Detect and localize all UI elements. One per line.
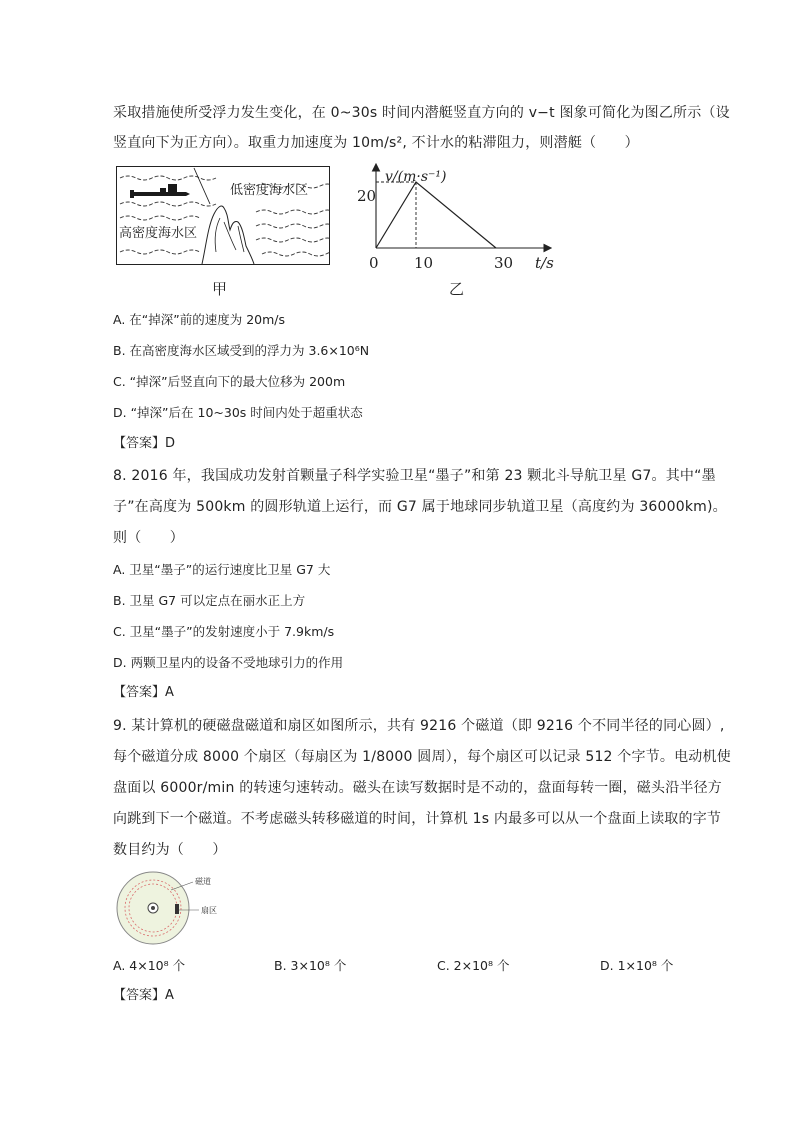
answer-value: A [165,685,174,700]
series-line [376,182,496,248]
x-axis-label: t/s [535,254,554,272]
q8-option-d: D. 两颗卫星内的设备不受地球引力的作用 [113,655,344,670]
caption-yi: 乙 [449,280,465,298]
figure-jia-submarine [116,166,330,266]
q9-option-b: B. 3×10⁸ 个 [274,958,347,973]
q7-stem-line-2: 竖直向下为正方向）。取重力加速度为 10m/s², 不计水的粘滞阻力，则潜艇（ ） [113,135,639,151]
q8-stem-line-1: 8. 2016 年，我国成功发射首颗量子科学实验卫星“墨子”和第 23 颗北斗导航卫星 G7。其中“墨 [113,468,716,484]
q8-option-a: A. 卫星“墨子”的运行速度比卫星 G7 大 [113,562,331,577]
q7-option-d: D. “掉深”后在 10~30s 时间内处于超重状态 [113,405,363,420]
q8-stem-line-3: 则（ ） [113,530,184,546]
x-tick-0: 0 [369,254,379,272]
q9-answer [113,987,174,1005]
q9-stem-line-5: 数目约为（ ） [113,842,227,858]
q7-option-c: C. “掉深”后竖直向下的最大位移为 200m [113,374,346,389]
figure-hard-disk [115,868,225,948]
x-tick-30: 30 [494,254,514,272]
sector-marker [175,904,179,914]
q9-option-a: A. 4×10⁸ 个 [113,958,186,973]
figure-yi-vt-graph [355,160,560,275]
q9-stem-line-2: 每个磁道分成 8000 个扇区（每扇区为 1/8000 圆周），每个扇区可以记录 512 个字节。电动机使 [113,749,731,765]
y-tick-20: 20 [357,187,377,205]
label-sector: 扇区 [201,906,217,915]
q9-option-c: C. 2×10⁸ 个 [437,958,510,973]
answer-label: 【答案】 [113,988,166,1003]
q8-option-b: B. 卫星 G7 可以定点在丽水正上方 [113,593,306,608]
answer-label: 【答案】 [113,436,166,451]
x-tick-10: 10 [414,254,434,272]
answer-value: D [165,436,176,451]
q7-stem-line-1: 采取措施使所受浮力发生变化，在 0~30s 时间内潜艇竖直方向的 v−t 图象可简化为图乙所示（设 [113,105,730,121]
q7-option-b: B. 在高密度海水区域受到的浮力为 3.6×10⁶N [113,343,370,358]
q9-stem-line-1: 9. 某计算机的硬磁盘磁道和扇区如图所示，共有 9216 个磁道（即 9216 个不同半径的同心圆）, [113,718,725,734]
y-axis-label: v/(m·s⁻¹) [385,169,447,185]
label-high-density: 高密度海水区 [119,226,198,241]
q8-answer [113,684,174,702]
q9-option-d: D. 1×10⁸ 个 [600,958,674,973]
q8-stem-line-2: 子”在高度为 500km 的圆形轨道上运行，而 G7 属于地球同步轨道卫星（高度约为 36000km)。 [113,499,727,515]
caption-jia: 甲 [212,280,228,298]
q9-stem-line-4: 向跳到下一个磁道。不考虑磁头转移磁道的时间，计算机 1s 内最多可以从一个盘面上读取的字节 [113,811,722,827]
answer-value: A [165,988,174,1003]
q7-answer [113,435,175,453]
q8-option-c: C. 卫星“墨子”的发射速度小于 7.9km/s [113,624,335,639]
q7-option-a: A. 在“掉深”前的速度为 20m/s [113,312,286,327]
answer-label: 【答案】 [113,685,166,700]
q9-stem-line-3: 盘面以 6000r/min 的转速匀速转动。磁头在读写数据时是不动的，盘面每转一圈，磁头沿半径方 [113,780,722,796]
label-track: 磁道 [195,877,211,886]
label-low-density: 低密度海水区 [230,183,309,198]
